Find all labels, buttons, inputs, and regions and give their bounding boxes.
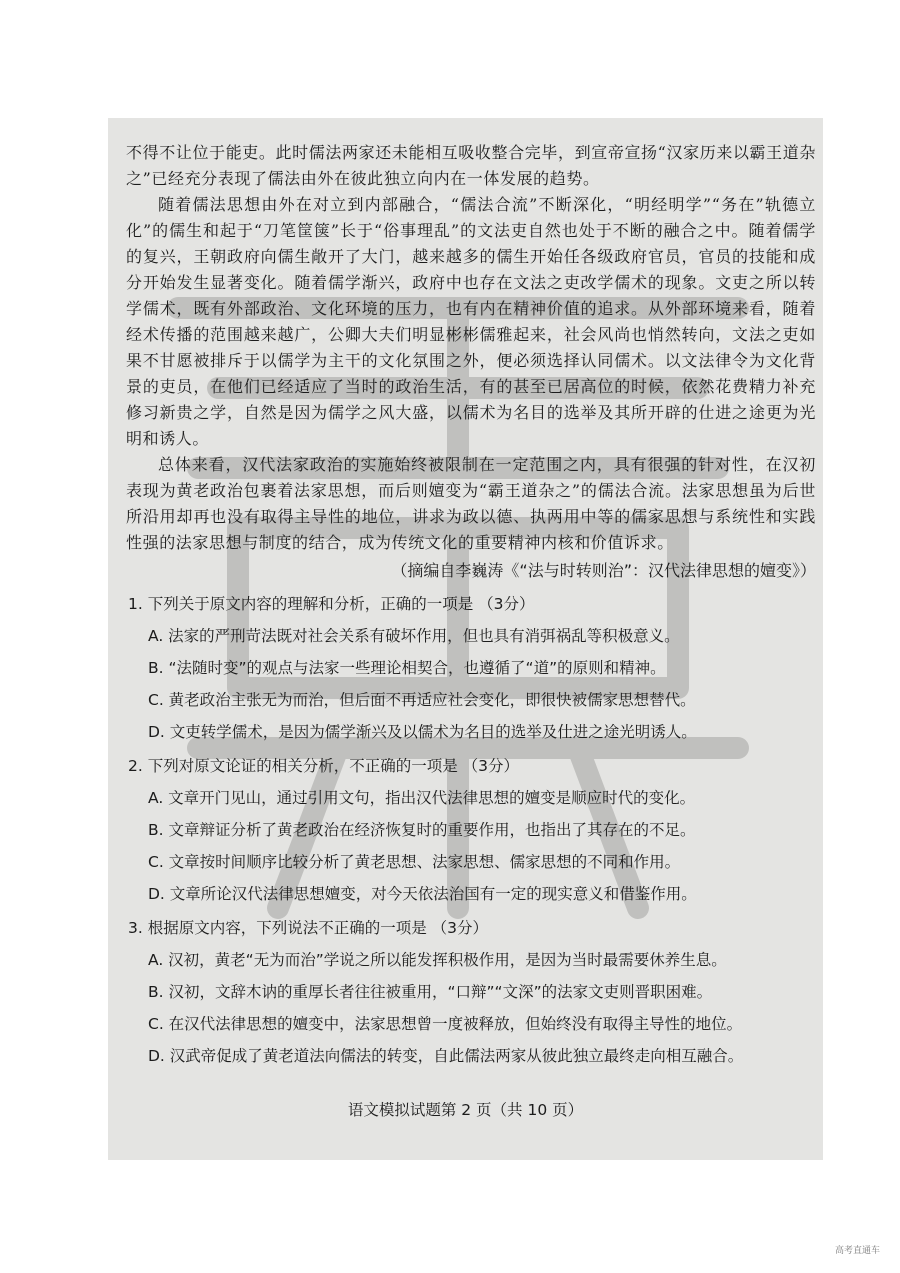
question-stem: 2. 下列对原文论证的相关分析，不正确的一项是 （3分） xyxy=(128,757,520,775)
option-a: A. 文章开门见山，通过引用文句，指出汉代法律思想的嬗变是顺应时代的变化。 xyxy=(148,789,696,807)
option-c: C. 文章按时间顺序比较分析了黄老思想、法家思想、儒家思想的不同和作用。 xyxy=(148,853,681,871)
scanned-page xyxy=(108,118,823,1160)
option-d: D. 文章所论汉代法律思想嬗变，对今天依法治国有一定的现实意义和借鉴作用。 xyxy=(148,885,697,903)
passage-source: （摘编自李巍涛《“法与时转则治”：汉代法律思想的嬗变》） xyxy=(391,561,816,580)
option-a: A. 汉初，黄老“无为而治”学说之所以能发挥积极作用，是因为当时最需要休养生息。 xyxy=(148,951,727,969)
page-footer: 语文模拟试题第 2 页（共 10 页） xyxy=(347,1101,584,1119)
question-stem: 1. 下列关于原文内容的理解和分析，正确的一项是 （3分） xyxy=(128,595,535,613)
passage xyxy=(126,140,816,586)
option-d: D. 文吏转学儒术，是因为儒学渐兴及以儒术为名目的选举及仕进之途光明诱人。 xyxy=(148,723,697,741)
passage-and-questions xyxy=(126,140,816,1072)
option-a: A. 法家的严刑苛法既对社会关系有破坏作用，但也具有消弭祸乱等积极意义。 xyxy=(148,627,680,645)
corner-watermark-text: 高考直通车 xyxy=(834,1246,880,1256)
passage-paragraph-1: 不得不让位于能吏。此时儒法两家还未能相互吸收整合完毕，到宣帝宣扬“汉家历来以霸王道杂之”已经充分表现了儒法由外在彼此独立向内在一体发展的趋势。 xyxy=(126,143,816,188)
option-c: C. 在汉代法律思想的嬗变中，法家思想曾一度被释放，但始终没有取得主导性的地位。 xyxy=(148,1015,743,1033)
question-3 xyxy=(126,912,816,1072)
option-d: D. 汉武帝促成了黄老道法向儒法的转变，自此儒法两家从彼此独立最终走向相互融合。 xyxy=(148,1047,744,1065)
passage-paragraph-3: 总体来看，汉代法家政治的实施始终被限制在一定范围之内，具有很强的针对性，在汉初表现为黄老政治包裹着法家思想，而后则嬗变为“霸王道杂之”的儒法合流。法家思想虽为后世所沿用却再也没有取得主导性的地位，讲求为政以德、执两用中等的儒家思想与系统性和实践性强的法家思想与制度的结合，成为传统文化的重要精神内核和价值诉求。 xyxy=(126,455,816,552)
option-c: C. 黄老政治主张无为而治，但后面不再适应社会变化，即很快被儒家思想替代。 xyxy=(148,691,696,709)
question-2 xyxy=(126,750,816,910)
question-stem: 3. 根据原文内容，下列说法不正确的一项是 （3分） xyxy=(128,919,489,937)
option-b: B. 汉初，文辞木讷的重厚长者往往被重用，“口辩”“文深”的法家文吏则晋职困难。 xyxy=(148,983,713,1001)
option-b: B. 文章辩证分析了黄老政治在经济恢复时的重要作用，也指出了其存在的不足。 xyxy=(148,821,696,839)
question-1 xyxy=(126,588,816,748)
option-b: B. “法随时变”的观点与法家一些理论相契合，也遵循了“道”的原则和精神。 xyxy=(148,659,666,677)
passage-paragraph-2: 随着儒法思想由外在对立到内部融合，“儒法合流”不断深化，“明经明学”“务在”轨德立化”的儒生和起于“刀笔筐箧”长于“俗事理乱”的文法吏自然也处于不断的融合之中。随着儒学的复兴，王朝政府向儒生敞开了大门，越来越多的儒生开始任各级政府官员，官员的技能和成分开始发生显著变化。随着儒学渐兴，政府中也存在文法之吏改学儒术的现象。文吏之所以转学儒术，既有外部政治、文化环境的压力，也有内在精神价值的追求。从外部环境来看，随着经术传播的范围越来越广，公卿大夫们明显彬彬儒雅起来，社会风尚也悄然转向，文法之吏如果不甘愿被排斥于以儒学为主干的文化氛围之外，便必须选择认同儒术。以文法律令为文化背景的吏员，在他们已经适应了当时的政治生活，有的甚至已居高位的时候，依然花费精力补充修习新贵之学，自然是因为儒学之风大盛，以儒术为名目的选举及其所开辟的仕进之途更为光明和诱人。 xyxy=(126,195,816,448)
